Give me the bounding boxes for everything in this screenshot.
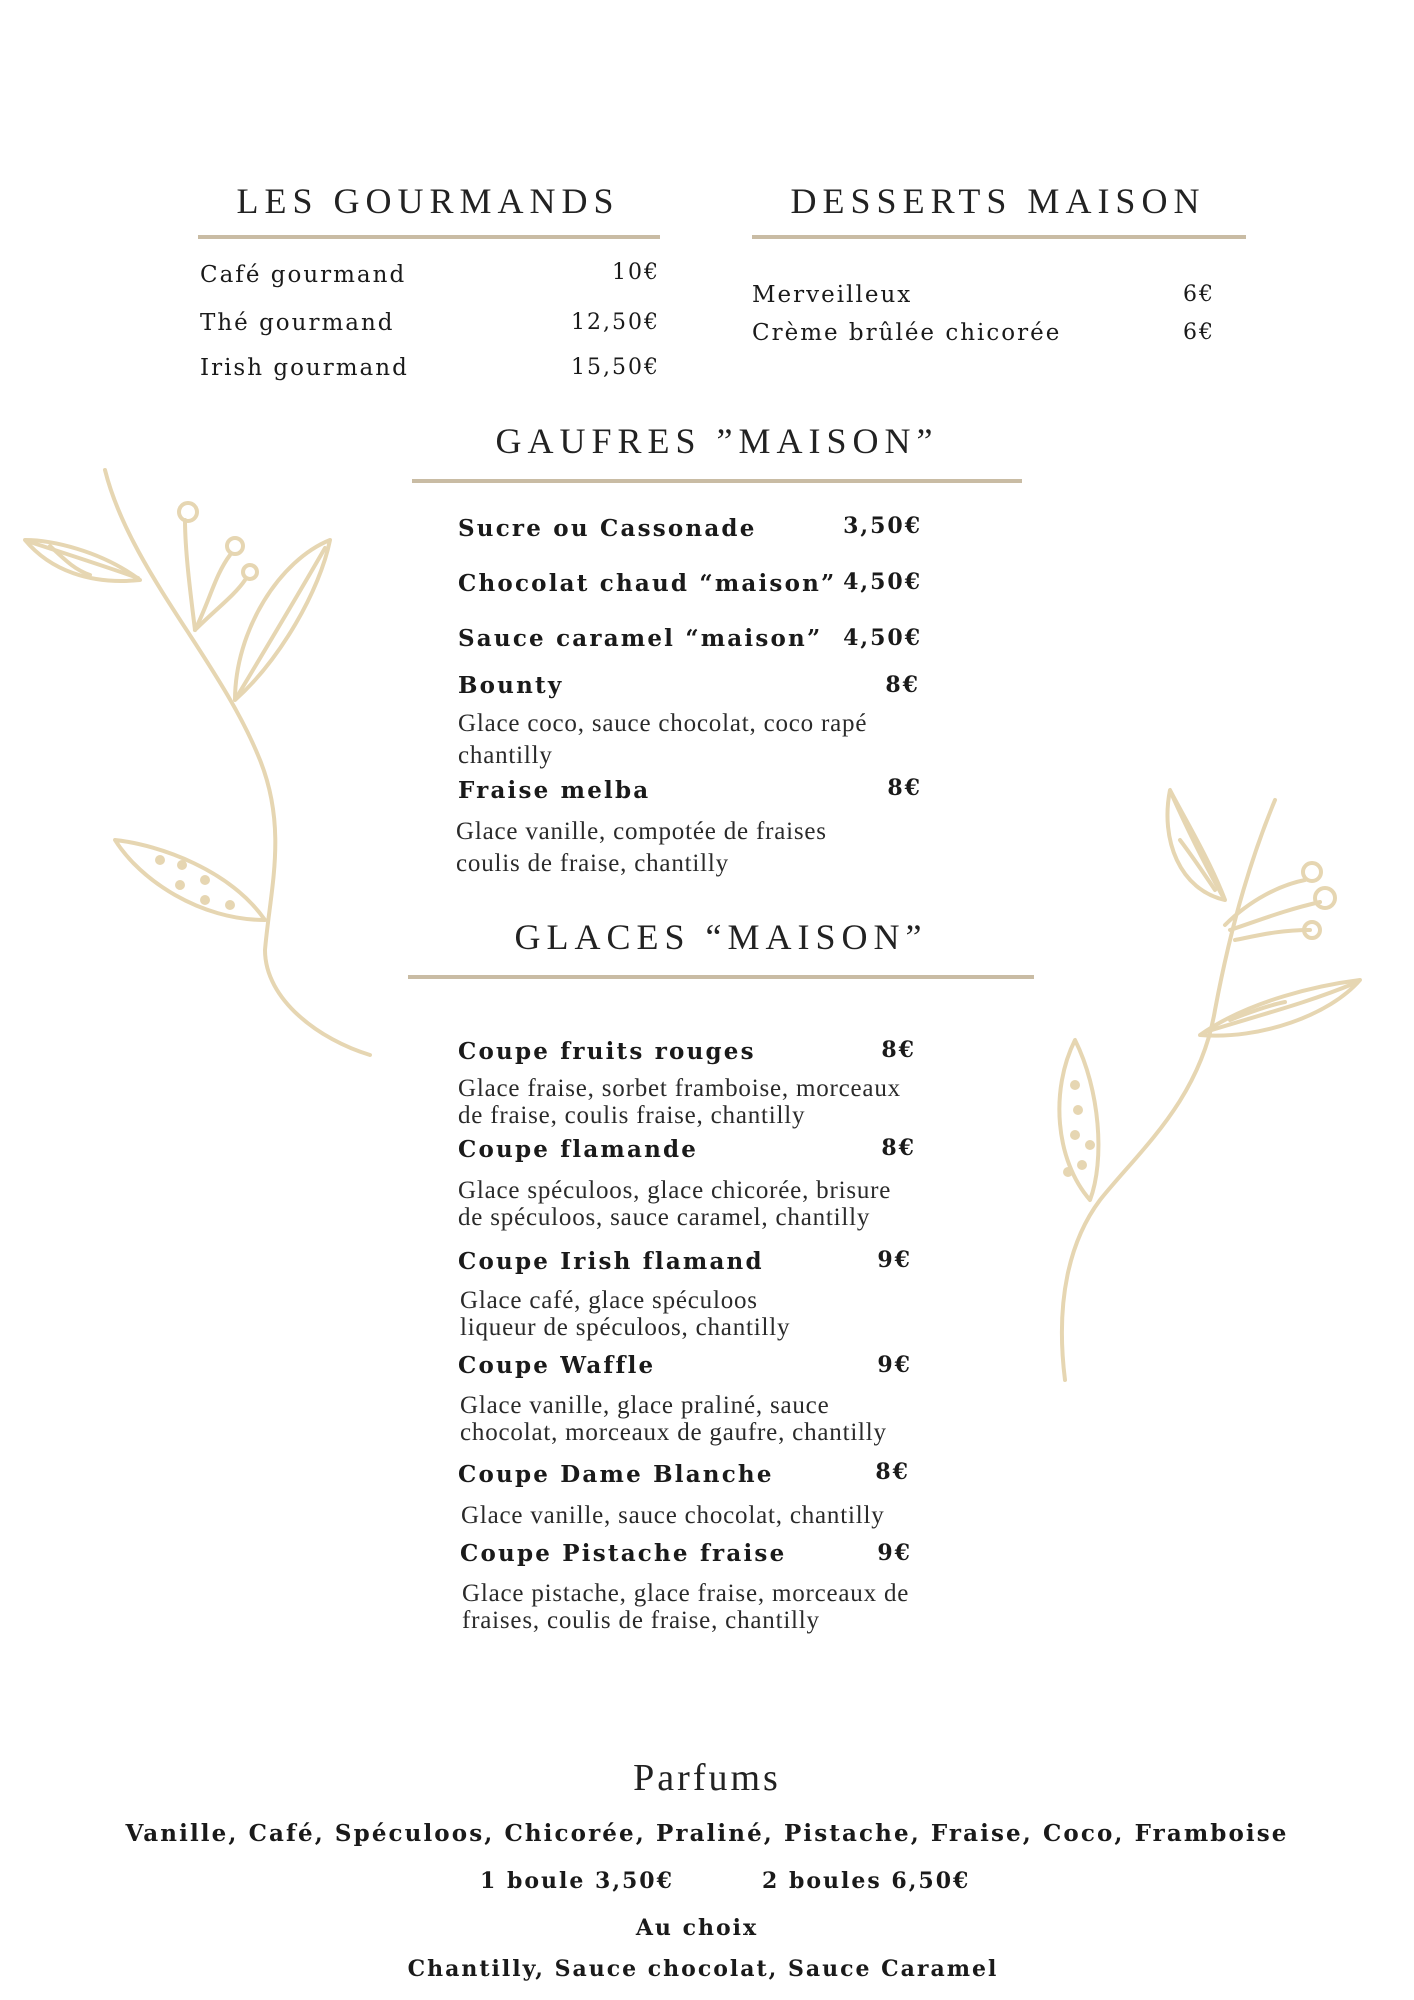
menu-item-description: Glace fraise, sorbet framboise, morceaux de fraise, coulis fraise, chantilly — [458, 1075, 901, 1129]
menu-item-price: 8€ — [885, 672, 920, 698]
parfums-title: Parfums — [633, 1757, 781, 1799]
menu-item-description: Glace vanille, sauce chocolat, chantilly — [461, 1502, 885, 1529]
menu-item-name: Sauce caramel “maison” — [458, 625, 823, 652]
menu-item-description: Glace vanille, compotée de fraises coulis de fraise, chantilly — [456, 818, 827, 877]
flavors-list: Vanille, Café, Spéculoos, Chicorée, Praliné, Pistache, Fraise, Coco, Framboise — [125, 1820, 1289, 1847]
gaufres-rule — [412, 479, 1022, 483]
menu-item-name: Irish gourmand — [200, 355, 409, 381]
desserts-rule — [752, 235, 1246, 239]
menu-item-name: Coupe Irish flamand — [458, 1248, 764, 1275]
glaces-rule — [408, 975, 1034, 979]
menu-item-price: 6€ — [1183, 320, 1215, 345]
menu-item-price: 8€ — [875, 1459, 910, 1485]
floral-branch-left-icon — [20, 460, 400, 1060]
gourmands-rule — [198, 235, 660, 239]
gourmands-title: LES GOURMANDS — [236, 181, 620, 221]
menu-item-name: Bounty — [458, 672, 564, 699]
menu-item-price: 6€ — [1183, 282, 1215, 307]
menu-item-price: 10€ — [612, 260, 660, 285]
menu-item-name: Coupe flamande — [458, 1136, 699, 1163]
menu-item-price: 15,50€ — [571, 355, 660, 380]
menu-item-name: Coupe fruits rouges — [458, 1038, 756, 1065]
menu-item-name: Coupe Pistache fraise — [460, 1540, 787, 1567]
menu-item-price: 8€ — [887, 775, 922, 801]
floral-branch-right-icon — [1030, 780, 1400, 1400]
menu-item-name: Fraise melba — [458, 777, 651, 804]
choice-label: Au choix — [635, 1915, 759, 1941]
menu-item-name: Coupe Dame Blanche — [458, 1461, 774, 1488]
menu-item-price: 12,50€ — [571, 310, 660, 335]
menu-item-description: Glace café, glace spéculoos liqueur de spéculoos, chantilly — [460, 1287, 791, 1341]
one-scoop-price: 1 boule 3,50€ — [480, 1868, 674, 1894]
menu-item-name: Sucre ou Cassonade — [458, 515, 757, 542]
menu-item-price: 4,50€ — [843, 569, 922, 595]
glaces-title: GLACES “MAISON” — [514, 917, 928, 957]
desserts-title: DESSERTS MAISON — [790, 181, 1206, 221]
menu-item-name: Thé gourmand — [200, 310, 395, 336]
menu-item-price: 4,50€ — [843, 625, 922, 651]
menu-item-price: 3,50€ — [843, 513, 922, 539]
menu-item-price: 8€ — [881, 1135, 916, 1161]
menu-item-name: Crème brûlée chicorée — [752, 320, 1062, 346]
menu-item-price: 9€ — [877, 1352, 912, 1378]
menu-item-price: 8€ — [881, 1037, 916, 1063]
two-scoops-price: 2 boules 6,50€ — [762, 1868, 971, 1894]
menu-item-name: Chocolat chaud “maison” — [458, 570, 837, 597]
menu-item-name: Café gourmand — [200, 262, 407, 288]
gaufres-title: GAUFRES ”MAISON” — [495, 421, 939, 461]
menu-item-name: Merveilleux — [752, 282, 913, 308]
menu-item-description: Glace vanille, glace praliné, sauce chocolat, morceaux de gaufre, chantilly — [460, 1392, 887, 1446]
menu-item-description: Glace pistache, glace fraise, morceaux de fraises, coulis de fraise, chantilly — [462, 1580, 910, 1634]
menu-item-description: Glace spéculoos, glace chicorée, brisure de spéculoos, sauce caramel, chantilly — [458, 1177, 892, 1231]
toppings-list: Chantilly, Sauce chocolat, Sauce Caramel — [407, 1956, 999, 1982]
menu-item-price: 9€ — [877, 1247, 912, 1273]
menu-item-price: 9€ — [877, 1540, 912, 1566]
menu-item-description: Glace coco, sauce chocolat, coco rapé chantilly — [458, 710, 868, 769]
menu-item-name: Coupe Waffle — [458, 1352, 656, 1379]
